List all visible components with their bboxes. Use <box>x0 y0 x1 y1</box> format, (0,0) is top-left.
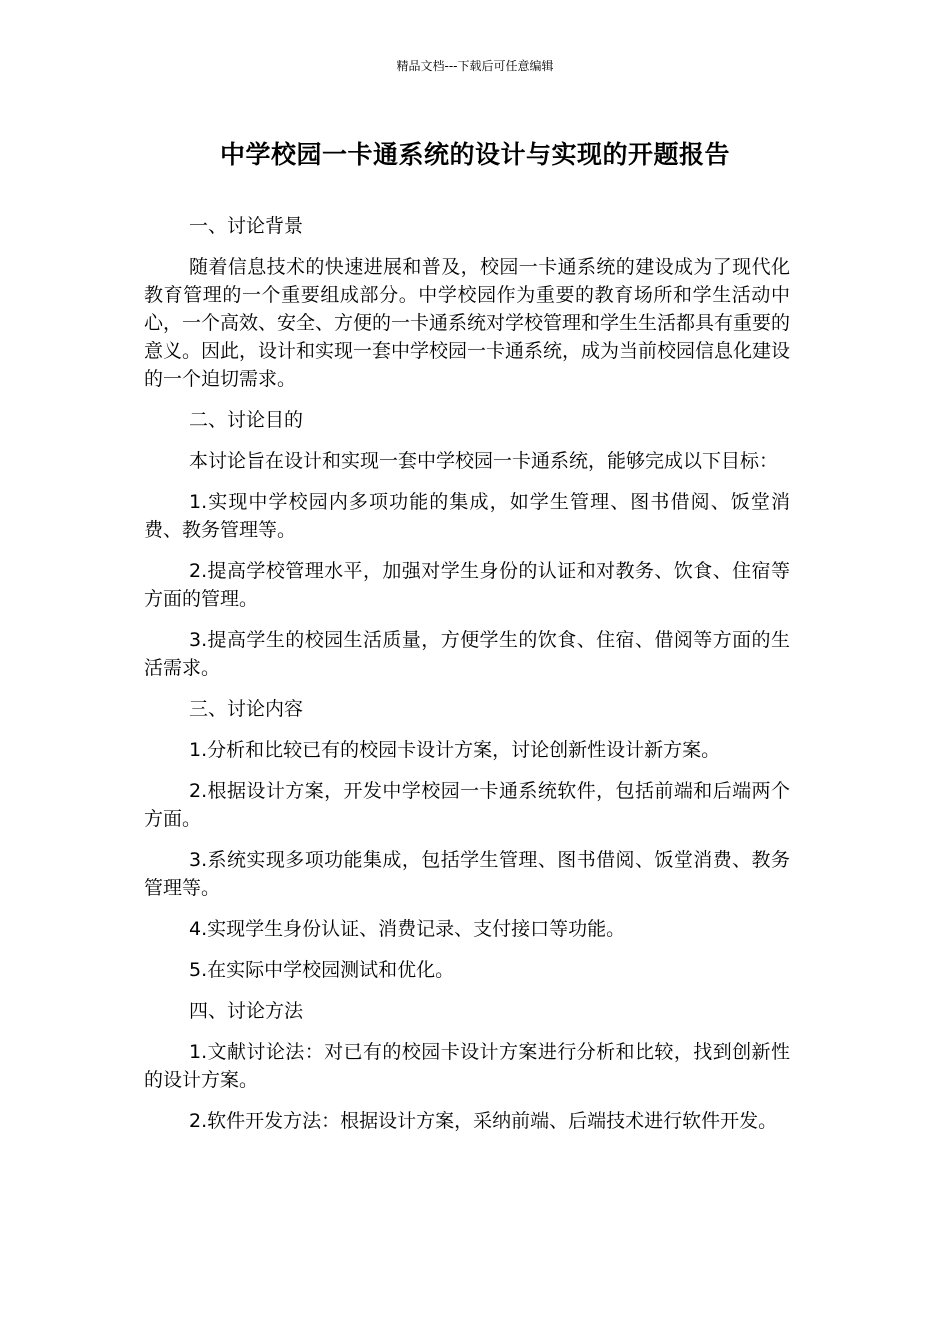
list-item: 4.实现学生身份认证、消费记录、支付接口等功能。 <box>189 918 626 940</box>
section-heading-background: 一、讨论背景 <box>189 215 304 237</box>
paragraph-background: 随着信息技术的快速进展和普及，校园一卡通系统的建设成为了现代化教育管理的一个重要组成部分。中学校园作为重要的教育场所和学生活动中心，一个高效、安全、方便的一卡通系统对学校管理和学生生活都具有重要的意义。因此，设计和实现一套中学校园一卡通系统，成为当前校园信息化建设的一个迫切需求。 <box>144 256 791 390</box>
list-item: 2.提高学校管理水平，加强对学生身份的认证和对教务、饮食、住宿等方面的管理。 <box>144 560 790 610</box>
section-heading-content: 三、讨论内容 <box>189 698 304 720</box>
section-heading-purpose: 二、讨论目的 <box>189 409 304 431</box>
paragraph-purpose-intro: 本讨论旨在设计和实现一套中学校园一卡通系统，能够完成以下目标： <box>189 450 779 472</box>
list-item: 2.软件开发方法：根据设计方案，采纳前端、后端技术进行软件开发。 <box>189 1110 778 1132</box>
list-item: 3.系统实现多项功能集成，包括学生管理、图书借阅、饭堂消费、教务管理等。 <box>144 849 790 899</box>
list-item: 2.根据设计方案，开发中学校园一卡通系统软件，包括前端和后端两个方面。 <box>144 780 790 830</box>
document-body <box>144 212 790 1148</box>
document-title: 中学校园一卡通系统的设计与实现的开题报告 <box>219 140 730 169</box>
list-item: 3.提高学生的校园生活质量，方便学生的饮食、住宿、借阅等方面的生活需求。 <box>144 629 790 679</box>
list-item: 1.实现中学校园内多项功能的集成，如学生管理、图书借阅、饭堂消费、教务管理等。 <box>144 491 790 541</box>
list-item: 5.在实际中学校园测试和优化。 <box>189 959 455 981</box>
section-heading-methods: 四、讨论方法 <box>189 1000 304 1022</box>
list-item: 1.文献讨论法：对已有的校园卡设计方案进行分析和比较，找到创新性的设计方案。 <box>144 1041 790 1091</box>
header-note: 精品文档---下载后可任意编辑 <box>396 59 554 73</box>
list-item: 1.分析和比较已有的校园卡设计方案，讨论创新性设计新方案。 <box>189 739 721 761</box>
